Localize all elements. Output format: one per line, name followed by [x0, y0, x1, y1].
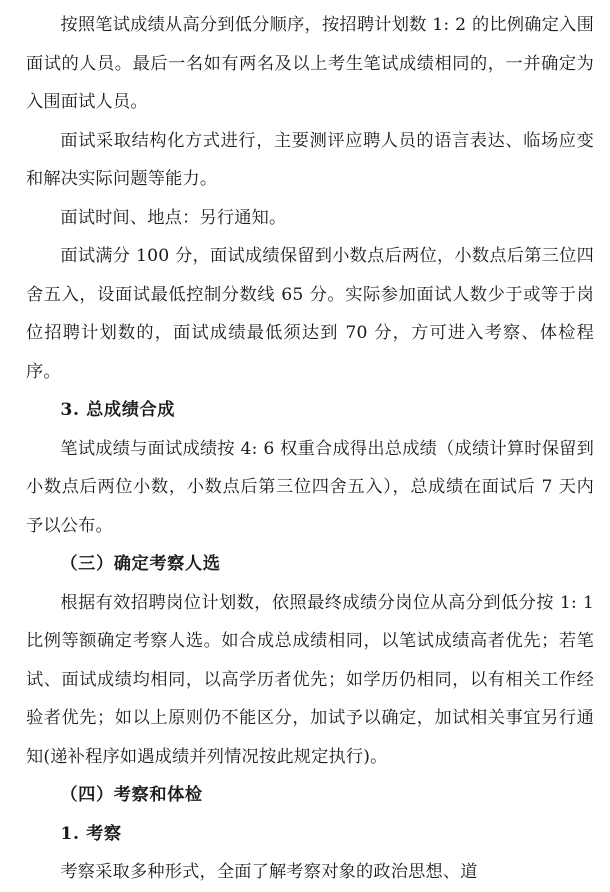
paragraph-inspection-methods: 考察采取多种形式，全面了解考察对象的政治思想、道 — [60, 862, 478, 882]
paragraph-score-weighting: 笔试成绩与面试成绩按 4: 6 权重合成得出总成绩（成绩计算时保留到小数点后两位小数，小数点后第三位四舍五入），总成绩在面试后 7 天内予以公布。 — [26, 438, 594, 536]
heading-total-score: 3. 总成绩合成 — [60, 400, 176, 420]
paragraph-interview-score-rules: 面试满分 100 分，面试成绩保留到小数点后两位，小数点后第三位四舍五入，设面试最低控制分数线 65 分。实际参加面试人数少于或等于岗位招聘计划数的，面试成绩最低须达到 70 分，方可进入考察、体检程序。 — [26, 246, 594, 382]
paragraph-candidate-selection-rules: 根据有效招聘岗位计划数，依照最终成绩分岗位从高分到低分按 1: 1 比例等额确定考察人选。如合成总成绩相同，以笔试成绩高者优先；若笔试、面试成绩均相同，以高学历者优先；如学历仍相同，以有相关工作经验者优先；如以上原则仍不能区分，加试予以确定，加试相关事宜另行通知(递补程序如遇成绩并列情况按此规定执行)。 — [26, 592, 594, 767]
paragraph-interview-time-place: 面试时间、地点：另行通知。 — [60, 207, 287, 228]
paragraph-interview-ratio: 按照笔试成绩从高分到低分顺序，按招聘计划数 1: 2 的比例确定入围面试的人员。最后一名如有两名及以上考生笔试成绩相同的，一并确定为入围面试人员。 — [26, 15, 594, 112]
paragraph-interview-format: 面试采取结构化方式进行，主要测评应聘人员的语言表达、临场应变和解决实际问题等能力。 — [26, 130, 594, 189]
document-body — [26, 6, 594, 892]
heading-determine-candidates: （三）确定考察人选 — [60, 554, 221, 574]
heading-inspection-and-physical: （四）考察和体检 — [60, 785, 203, 805]
heading-inspection: 1. 考察 — [60, 823, 122, 844]
